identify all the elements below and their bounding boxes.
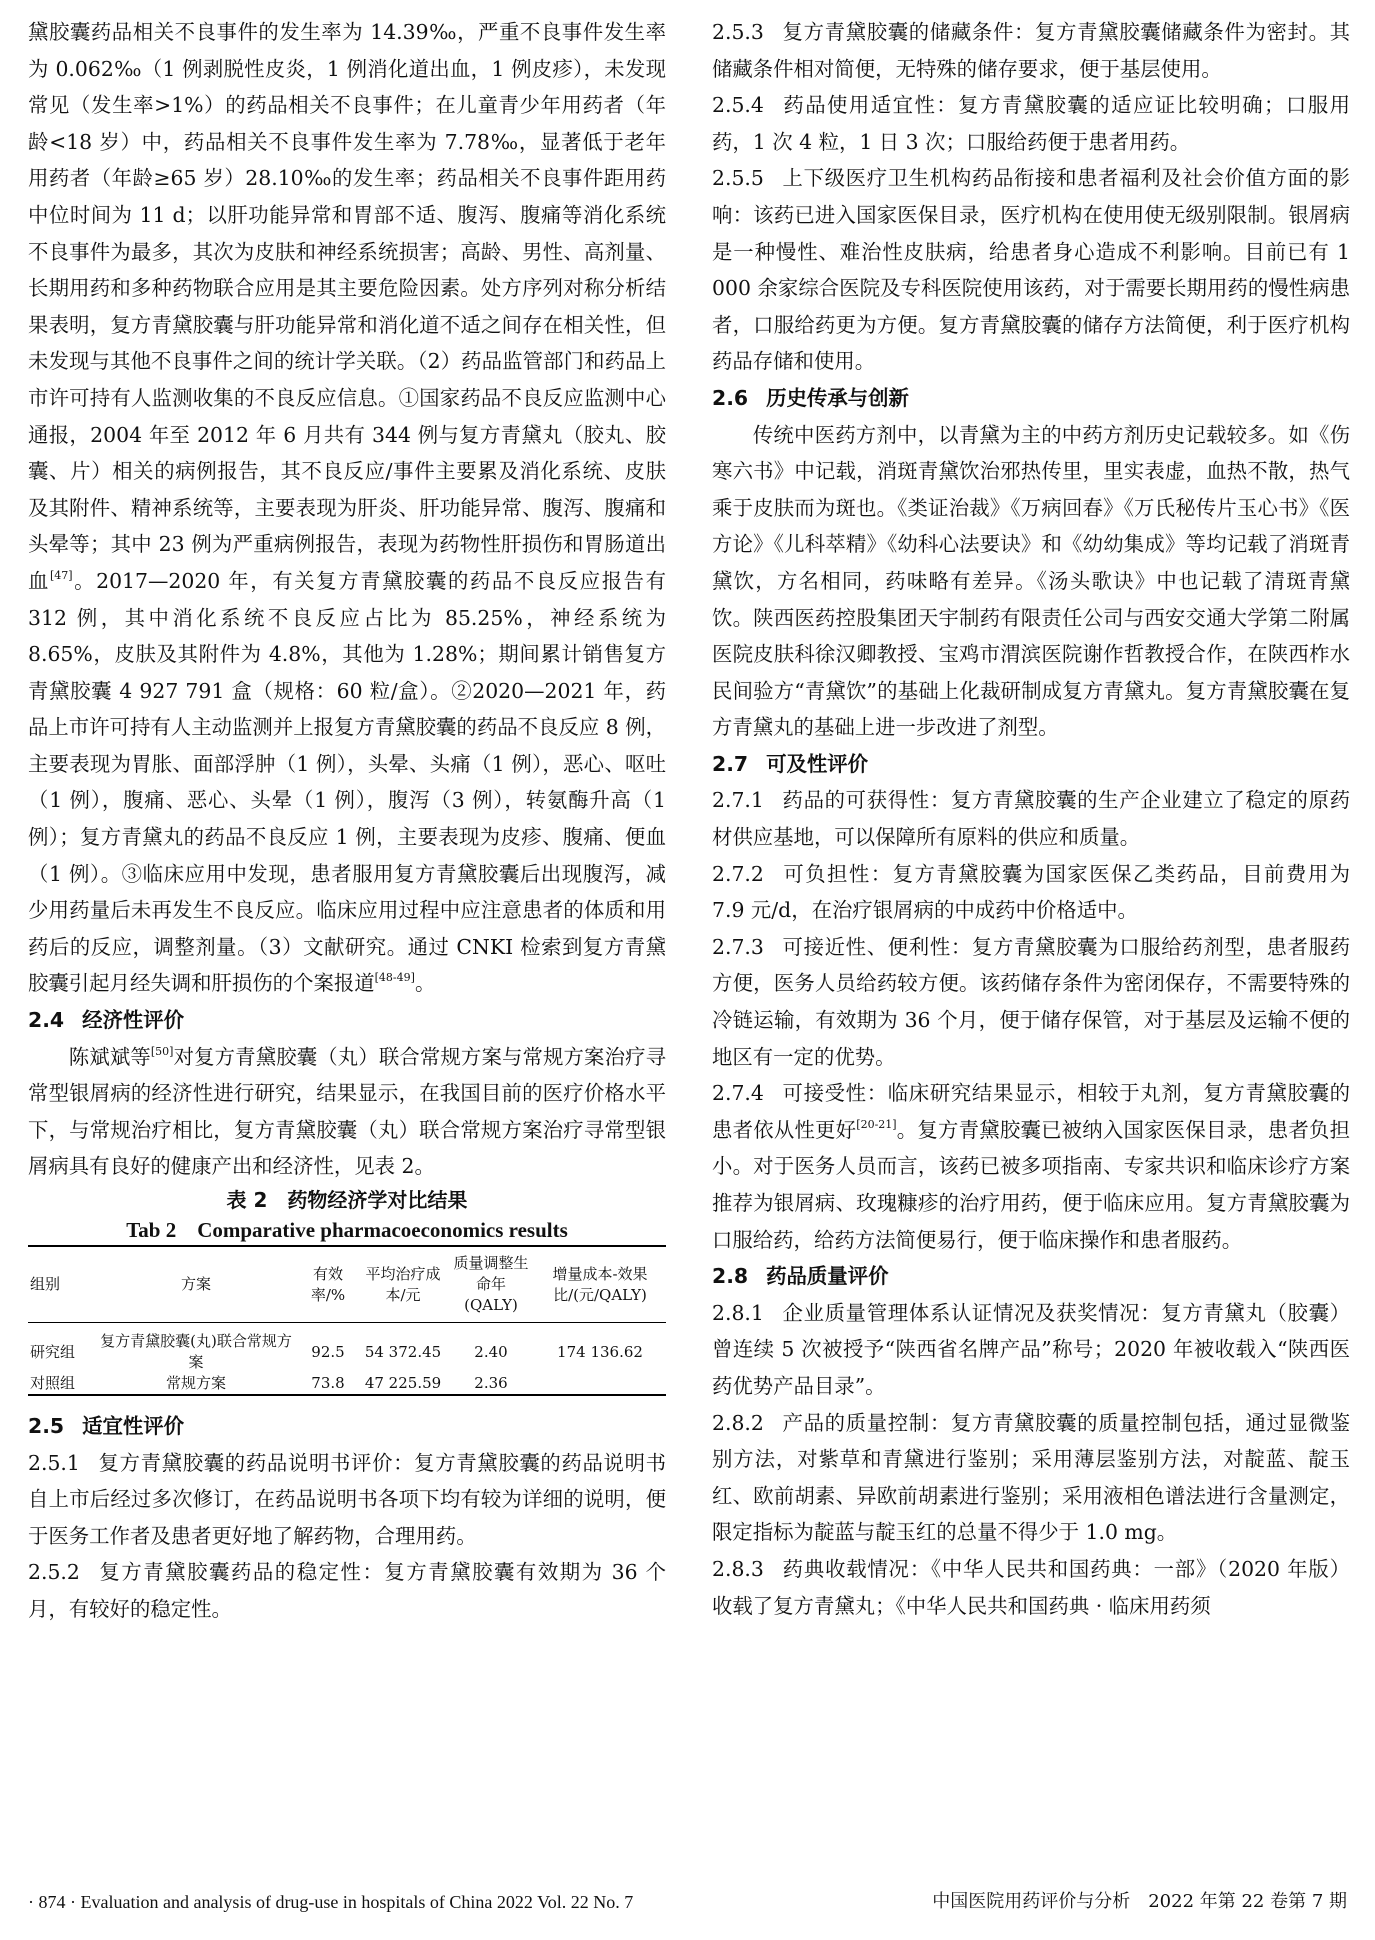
table-header-cell: 有效率/% (310, 1264, 346, 1304)
table-header-row (28, 1246, 666, 1323)
page-footer-left: · 874 · Evaluation and analysis of drug-use in hospitals of China 2022 Vol. 22 No. 7 (28, 1892, 634, 1912)
subsection-2-5-3: 2.5.3 复方青黛胶囊的储藏条件：复方青黛胶囊储藏条件为密封。其储藏条件相对简便，无特殊的储存要求，便于基层使用。 (712, 20, 1350, 81)
table-cell: 常规方案 (165, 1374, 226, 1392)
right-column (712, 14, 1350, 1624)
table-caption-en: Tab 2 Comparative pharmacoeconomics results (126, 1218, 568, 1242)
subsection-2-5-4: 2.5.4 药品使用适宜性：复方青黛胶囊的适应证比较明确；口服用药，1 次 4 粒，1 日 3 次；口服给药便于患者用药。 (712, 93, 1350, 154)
table-cell: 对照组 (30, 1374, 76, 1392)
citation-ref: [48-49] (374, 971, 415, 985)
section-heading-2-6: 2.6 历史传承与创新 (712, 385, 909, 410)
table-cell: 研究组 (30, 1342, 76, 1361)
citation-ref: [50] (150, 1044, 174, 1058)
table-caption-zh: 表 2 药物经济学对比结果 (226, 1188, 468, 1212)
subsection-2-7-4: 2.7.4 可接受性：临床研究结果显示，相较于丸剂，复方青黛胶囊的患者依从性更好[20-21]。复方青黛胶囊已被纳入国家医保目录，患者负担小。对于医务人员而言，该药已被多项指南、专家共识和临床诊疗方案推荐为银屑病、玫瑰糠疹的治疗用药，便于临床应用。复方青黛胶囊为口服给药，给药方法简便易行，便于临床操作和患者服药。 (712, 1081, 1351, 1252)
table-cell: 54 372.45 (364, 1342, 442, 1361)
left-column (28, 14, 666, 1628)
table-row (28, 1373, 666, 1395)
paragraph-history: 传统中医药方剂中，以青黛为主的中药方剂历史记载较多。如《伤寒六书》中记载，消斑青黛饮治邪热传里，里实表虚，血热不散，热气乘于皮肤而为斑也。《类证治裁》《万病回春》《万氏秘传片玉心书》《医方论》《儿科萃精》《幼科心法要诀》和《幼幼集成》等均记载了消斑青黛饮，方名相同，药味略有差异。《汤头歌诀》中也记载了清斑青黛饮。陕西医药控股集团天宇制药有限责任公司与西安交通大学第二附属医院皮肤科徐汉卿教授、宝鸡市渭滨医院谢作哲教授合作，在陕西柞水民间验方“青黛饮”的基础上化裁研制成复方青黛丸。复方青黛胶囊在复方青黛丸的基础上进一步改进了剂型。 (712, 422, 1350, 740)
citation-ref: [20-21] (856, 1117, 897, 1131)
subsection-2-8-3: 2.8.3 药典收载情况：《中华人民共和国药典：一部》（2020 年版）收载了复方青黛丸；《中华人民共和国药典 · 临床用药须 (712, 1556, 1350, 1618)
table-row (28, 1323, 666, 1374)
table-cell: 2.40 (474, 1342, 508, 1361)
section-heading-2-8: 2.8 药品质量评价 (712, 1264, 889, 1289)
subsection-2-5-5: 2.5.5 上下级医疗卫生机构药品衔接和患者福利及社会价值方面的影响：该药已进入国家医保目录，医疗机构在使用使无级别限制。银屑病是一种慢性、难治性皮肤病，给患者身心造成不利影响。目前已有 1 000 余家综合医院及专科医院使用该药，对于需要长期用药的慢性病患者，口服给药更为方便。复方青黛胶囊的储存方法简便，利于医疗机构药品存储和使用。 (712, 166, 1350, 374)
table-header-cell: 平均治疗成本/元 (365, 1264, 441, 1304)
table-cell: 复方青黛胶囊(丸)联合常规方案 (100, 1332, 292, 1371)
table-cell: 73.8 (311, 1374, 345, 1392)
table-cell: 174 136.62 (557, 1342, 643, 1361)
subsection-2-7-2: 2.7.2 可负担性：复方青黛胶囊为国家医保乙类药品，目前费用为 7.9 元/d，在治疗银屑病的中成药中价格适中。 (712, 861, 1350, 923)
paragraph-economics: 陈斌斌等[50]对复方青黛胶囊（丸）联合常规方案与常规方案治疗寻常型银屑病的经济性进行研究，结果显示，在我国目前的医疗价格水平下，与常规治疗相比，复方青黛胶囊（丸）联合常规方案治疗寻常型银屑病具有良好的健康产出和经济性，见表 2。 (28, 1044, 667, 1179)
citation-ref: [47] (49, 568, 73, 582)
page-footer-right: 中国医院用药评价与分析 2022 年第 22 卷第 7 期 (932, 1891, 1347, 1912)
subsection-2-8-1: 2.8.1 企业质量管理体系认证情况及获奖情况：复方青黛丸（胶囊）曾连续 5 次被授予“陕西省名牌产品”称号；2020 年被收载入“陕西医药优势产品目录”。 (712, 1300, 1350, 1398)
pharmacoeconomics-table (28, 1245, 666, 1396)
table-header-cell: 增量成本-效果比/(元/QALY) (552, 1264, 648, 1304)
subsection-2-8-2: 2.8.2 产品的质量控制：复方青黛胶囊的质量控制包括，通过显微鉴别方法，对紫草和青黛进行鉴别；采用薄层鉴别方法，对靛蓝、靛玉红、欧前胡素、异欧前胡素进行鉴别；采用液相色谱法进行含量测定，限定指标为靛蓝与靛玉红的总量不得少于 1.0 mg。 (712, 1410, 1350, 1545)
table-cell: 2.36 (474, 1374, 508, 1392)
subsection-2-5-2: 2.5.2 复方青黛胶囊药品的稳定性：复方青黛胶囊有效期为 36 个月，有较好的稳定性。 (28, 1560, 666, 1621)
subsection-2-7-1: 2.7.1 药品的可获得性：复方青黛胶囊的生产企业建立了稳定的原药材供应基地，可以保障所有原料的供应和质量。 (712, 788, 1350, 850)
table-cell: 92.5 (311, 1342, 345, 1361)
table-header-cell: 方案 (180, 1275, 211, 1293)
subsection-2-7-3: 2.7.3 可接近性、便利性：复方青黛胶囊为口服给药剂型，患者服药方便，医务人员给药较方便。该药储存条件为密闭保存，不需要特殊的冷链运输，有效期为 36 个月，便于储存保管，对于基层及运输不便的地区有一定的优势。 (712, 934, 1350, 1069)
paragraph-adverse-reactions: 黛胶囊药品相关不良事件的发生率为 14.39‰，严重不良事件发生率为 0.062‰（1 例剥脱性皮炎，1 例消化道出血，1 例皮疹），未发现常见（发生率>1%）的药品相关不良事件；在儿童青少年用药者（年龄<18 岁）中，药品相关不良事件发生率为 7.78‰，显著低于老年用药者（年龄≥65 岁）28.10‰的发生率；药品相关不良事件距用药中位时间为 11 d；以肝功能异常和胃部不适、腹泻、腹痛等消化系统不良事件为最多，其次为皮肤和神经系统损害；高龄、男性、高剂量、长期用药和多种药物联合应用是其主要危险因素。处方序列对称分析结果表明，复方青黛胶囊与肝功能异常和消化道不适之间存在相关性，但未发现与其他不良事件之间的统计学关联。（2）药品监管部门和药品上市许可持有人监测收集的不良反应信息。①国家药品不良反应监测中心通报，2004 年至 2012 年 6 月共有 344 例与复方青黛丸（胶丸、胶囊、片）相关的病例报告，其不良反应/事件主要累及消化系统、皮肤及其附件、精神系统等，主要表现为肝炎、肝功能异常、腹泻、腹痛和头晕等；其中 23 例为严重病例报告，表现为药物性肝损伤和胃肠道出血[47]。2017—2020 年，有关复方青黛胶囊的药品不良反应报告有 312 例，其中消化系统不良反应占比为 85.25%，神经系统为 8.65%，皮肤及其附件为 4.8%，其他为 1.28%；期间累计销售复方青黛胶囊 4 927 791 盒（规格：60 粒/盒）。②2020—2021 年，药品上市许可持有人主动监测并上报复方青黛胶囊的药品不良反应 8 例，主要表现为胃胀、面部浮肿（1 例），头晕、头痛（1 例），恶心、呕吐（1 例），腹痛、恶心、头晕（1 例），腹泻（3 例），转氨酶升高（1 例）；复方青黛丸的药品不良反应 1 例，主要表现为皮疹、腹痛、便血（1 例）。③临床应用中发现，患者服用复方青黛胶囊后出现腹泻，减少用药量后未再发生不良反应。临床应用过程中应注意患者的体质和用药后的反应，调整剂量。（3）文献研究。通过 CNKI 检索到复方青黛胶囊引起月经失调和肝损伤的个案报道[48-49]。 (28, 20, 667, 996)
section-heading-2-4: 2.4 经济性评价 (28, 1008, 185, 1033)
section-heading-2-5: 2.5 适宜性评价 (28, 1414, 185, 1438)
table-header-cell: 组别 (30, 1275, 61, 1293)
table-cell: 47 225.59 (364, 1374, 442, 1392)
subsection-2-5-1: 2.5.1 复方青黛胶囊的药品说明书评价：复方青黛胶囊的药品说明书自上市后经过多次修订，在药品说明书各项下均有较为详细的说明，便于医务工作者及患者更好地了解药物，合理用药。 (28, 1450, 666, 1548)
table-header-cell: 质量调整生命年(QALY) (453, 1254, 529, 1314)
section-heading-2-7: 2.7 可及性评价 (712, 751, 869, 776)
table-cell (534, 1373, 666, 1395)
